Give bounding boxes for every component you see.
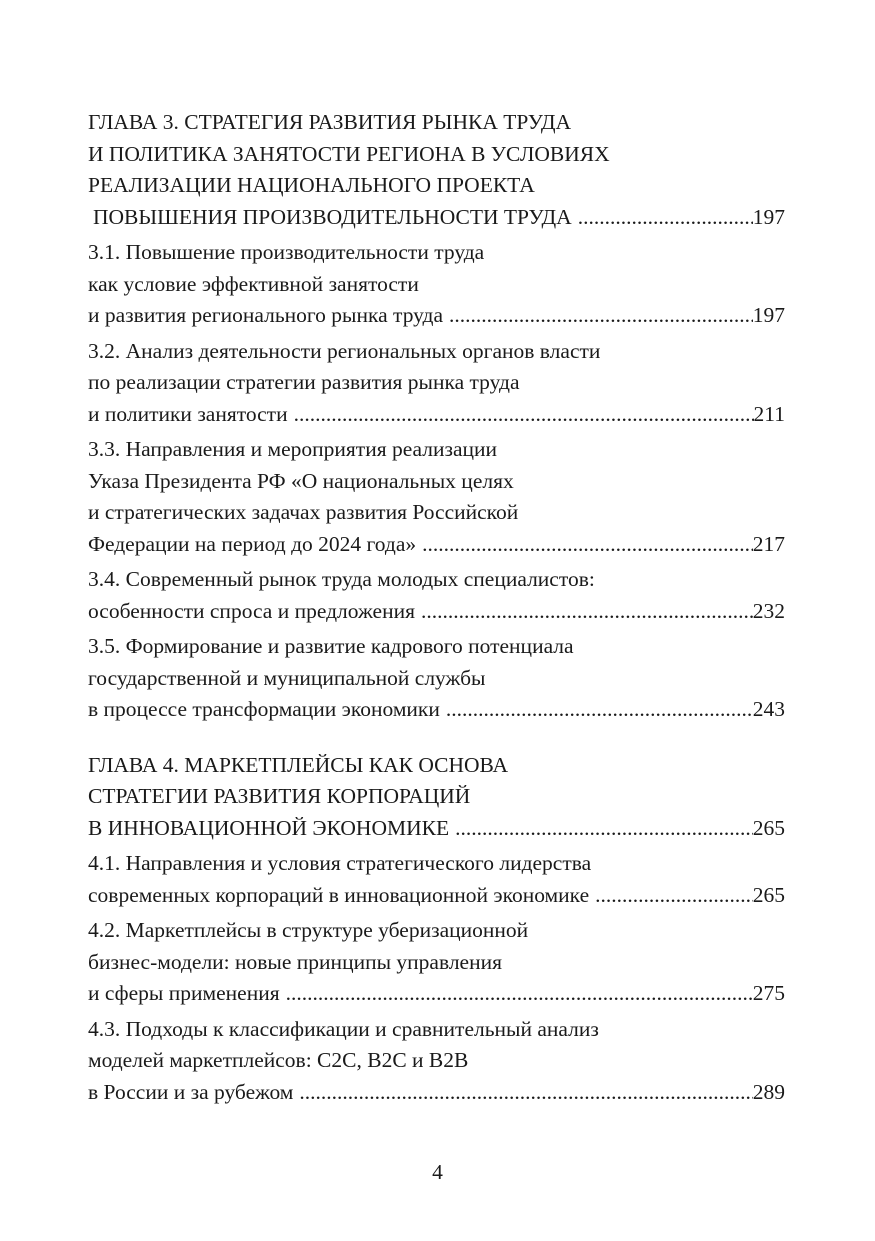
toc-entry-title-line: 4.1. Направления и условия стратегического лидерства	[88, 851, 592, 875]
toc-entry-title-line: СТРАТЕГИИ РАЗВИТИЯ КОРПОРАЦИЙ	[88, 784, 471, 808]
toc-entry-title-line: ГЛАВА 3. СТРАТЕГИЯ РАЗВИТИЯ РЫНКА ТРУДА	[88, 110, 572, 134]
toc-entry-last-line	[88, 202, 785, 234]
toc-entry-title-line: РЕАЛИЗАЦИИ НАЦИОНАЛЬНОГО ПРОЕКТА	[88, 173, 535, 197]
toc-entry-last-line	[88, 813, 785, 845]
toc-entry-title-line: ГЛАВА 4. МАРКЕТПЛЕЙСЫ КАК ОСНОВА	[88, 752, 509, 777]
toc-section-3-4[interactable]	[88, 564, 785, 627]
toc-entry-title-line: как условие эффективной занятости	[88, 271, 419, 296]
toc-entry-last-line	[88, 880, 785, 912]
toc-section-3-1[interactable]	[88, 237, 785, 332]
toc-entry-last-line	[88, 399, 785, 431]
toc-entry-title-line: Федерации на период до 2024 года»	[88, 531, 417, 556]
toc-page-number: 265	[752, 815, 785, 840]
toc-page-number: 243	[752, 697, 785, 721]
toc-entry-title-line: ПОВЫШЕНИЯ ПРОИЗВОДИТЕЛЬНОСТИ ТРУДА	[93, 204, 572, 229]
toc-entry-title-line: и развития регионального рынка труда	[88, 303, 444, 327]
toc-entry-title-line: 3.3. Направления и мероприятия реализации	[88, 437, 498, 461]
toc-entry-title-line: государственной и муниципальной службы	[88, 665, 486, 690]
toc-entry-last-line	[88, 596, 785, 628]
toc-entry-last-line	[88, 300, 785, 332]
toc-entry-title-line: и стратегических задачах развития Российской	[88, 500, 519, 524]
toc-entry-title-line: В ИННОВАЦИОННОЙ ЭКОНОМИКЕ	[88, 815, 450, 840]
dot-leader	[421, 596, 753, 628]
toc-chapter-3[interactable]	[88, 107, 785, 233]
toc-entry-title-line: 3.2. Анализ деятельности региональных органов власти	[88, 338, 601, 363]
toc-entry-title-line: и сферы применения	[88, 981, 280, 1005]
toc-entry-title-line: современных корпораций в инновационной экономике	[88, 882, 590, 907]
dot-leader	[299, 1077, 752, 1109]
dot-leader	[294, 399, 754, 431]
toc-entry-title-line: в России и за рубежом	[88, 1079, 294, 1104]
toc-page-number: 197	[752, 303, 785, 327]
toc-entry-title-line: по реализации стратегии развития рынка труда	[88, 370, 520, 394]
toc-page-number: 211	[753, 401, 785, 426]
toc-entry-last-line	[88, 1077, 785, 1109]
toc-section-3-5[interactable]	[88, 631, 785, 726]
toc-entry-title-line: И ПОЛИТИКА ЗАНЯТОСТИ РЕГИОНА В УСЛОВИЯХ	[88, 141, 610, 166]
dot-leader	[449, 300, 753, 332]
toc-entry-title-line: Указа Президента РФ «О национальных целях	[88, 468, 514, 493]
toc-page-number: 197	[752, 204, 785, 229]
toc-entry-title-line: бизнес-модели: новые принципы управления	[88, 949, 502, 974]
toc-page-number: 217	[752, 531, 785, 556]
toc-entry-title-line: 4.3. Подходы к классификации и сравнительный анализ	[88, 1016, 599, 1041]
toc-page-number: 265	[752, 882, 785, 907]
toc-entry-last-line	[88, 978, 785, 1010]
page-number: 4	[432, 1160, 443, 1184]
toc-page-number: 232	[752, 598, 785, 623]
toc-section-4-1[interactable]	[88, 848, 785, 911]
dot-leader	[455, 813, 753, 845]
toc-entry-last-line	[88, 529, 785, 561]
toc-entry-title-line: в процессе трансформации экономики	[88, 697, 440, 721]
toc-page-number: 275	[752, 981, 785, 1005]
toc-page-number: 289	[752, 1079, 785, 1104]
toc-entry-title-line: 4.2. Маркетплейсы в структуре уберизационной	[88, 918, 529, 942]
toc-entry-title-line: 3.5. Формирование и развитие кадрового потенциала	[88, 634, 574, 658]
toc-entry-title-line: и политики занятости	[88, 401, 288, 426]
toc-entry-title-line: 3.1. Повышение производительности труда	[88, 240, 485, 264]
toc-section-3-2[interactable]	[88, 336, 785, 431]
dot-leader	[422, 529, 753, 561]
toc-section-3-3[interactable]	[88, 434, 785, 560]
toc-chapter-4[interactable]	[88, 750, 785, 845]
toc-entry-title-line: особенности спроса и предложения	[88, 598, 415, 623]
toc-entry-title-line: моделей маркетплейсов: C2C, B2C и B2B	[88, 1048, 469, 1072]
dot-leader	[286, 978, 753, 1010]
toc-entry-last-line	[88, 694, 785, 726]
dot-leader	[578, 202, 753, 234]
toc-entry-title-line: 3.4. Современный рынок труда молодых специалистов:	[88, 567, 595, 591]
dot-leader	[595, 880, 753, 912]
dot-leader	[446, 694, 753, 726]
toc-section-4-3[interactable]	[88, 1014, 785, 1109]
toc-section-4-2[interactable]	[88, 915, 785, 1010]
table-of-contents	[88, 107, 785, 1108]
